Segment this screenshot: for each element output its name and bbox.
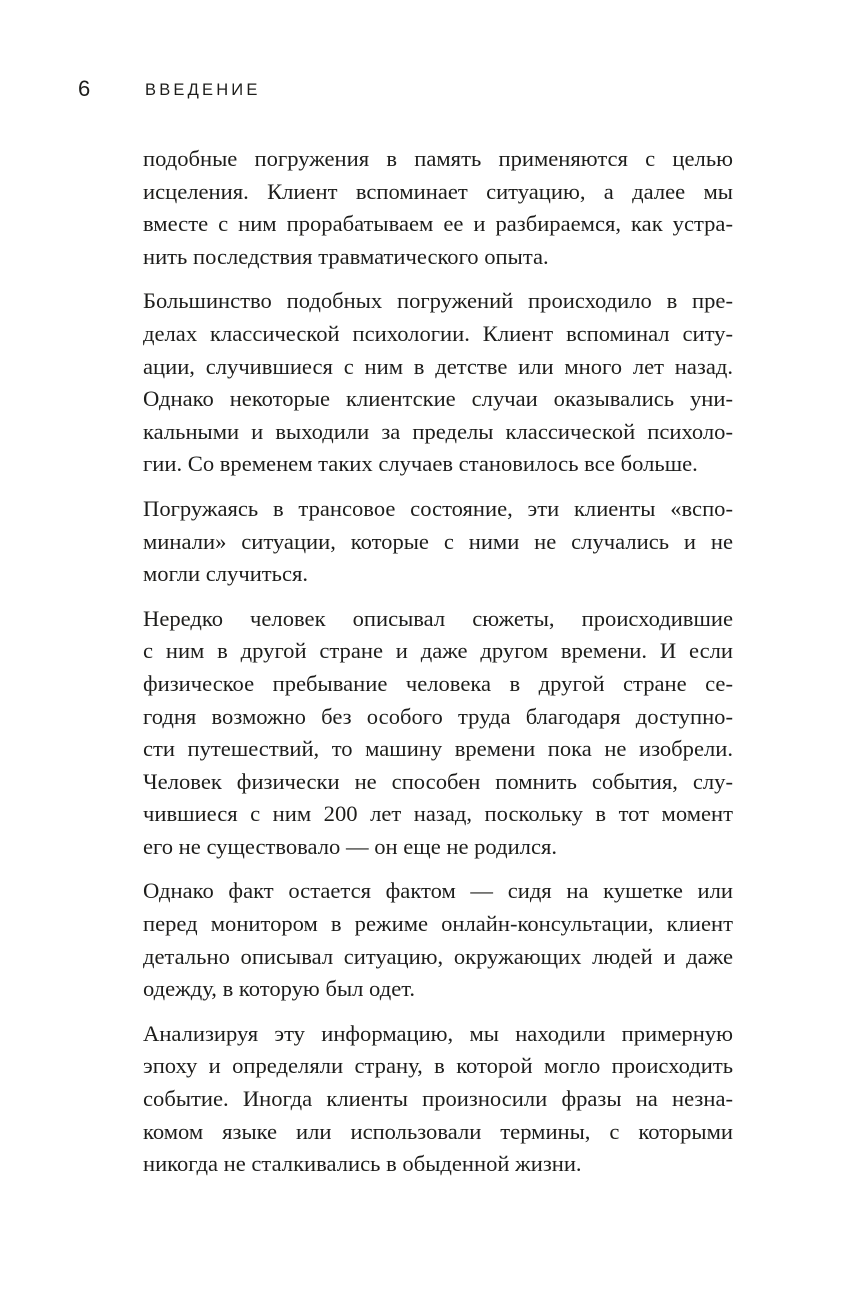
text-line: эпоху и определяли страну, в которой могло происходить <box>143 1053 733 1079</box>
paragraph <box>143 143 733 273</box>
text-line: его не существовало — он еще не родился. <box>143 833 558 859</box>
text-line: могли случиться. <box>143 561 309 587</box>
text-line: никогда не сталкивались в обыденной жизни. <box>143 1151 582 1177</box>
paragraph <box>143 1018 733 1181</box>
text-line: Большинство подобных погружений происходило в пре- <box>143 288 733 314</box>
text-line: вместе с ним прорабатываем ее и разбираемся, как устра- <box>143 211 733 237</box>
text-line: Однако некоторые клиентские случаи оказывались уни- <box>143 386 733 412</box>
text-line: гии. Со временем таких случаев становилось все больше. <box>143 451 698 477</box>
paragraph <box>143 603 733 864</box>
text-line: годня возможно без особого труда благодаря доступно- <box>143 703 733 729</box>
section-title: ВВЕДЕНИЕ <box>145 81 261 99</box>
text-line: чившиеся с ним 200 лет назад, поскольку в тот момент <box>143 801 733 827</box>
body-text <box>143 143 733 1193</box>
text-line: Человек физически не способен помнить события, слу- <box>143 768 733 794</box>
text-line: детально описывал ситуацию, окружающих людей и даже <box>143 943 733 969</box>
paragraph <box>143 493 733 591</box>
text-line: перед монитором в режиме онлайн-консультации, клиент <box>143 911 733 937</box>
text-line: Нередко человек описывал сюжеты, происходившие <box>143 605 733 631</box>
text-line: Анализируя эту информацию, мы находили примерную <box>143 1020 733 1046</box>
text-line: Погружаясь в трансовое состояние, эти клиенты «вспо- <box>143 495 733 521</box>
text-line: подобные погружения в память применяются с целью <box>143 146 733 171</box>
text-line: исцеления. Клиент вспоминает ситуацию, а далее мы <box>143 178 733 204</box>
running-head <box>78 74 678 104</box>
page-number: 6 <box>78 76 91 101</box>
text-line: делах классической психологии. Клиент вспоминал ситу- <box>143 320 733 346</box>
text-line: одежду, в которую был одет. <box>143 976 416 1002</box>
text-line: Однако факт остается фактом — сидя на кушетке или <box>143 878 733 904</box>
text-line: кальными и выходили за пределы классической психоло- <box>143 418 733 444</box>
text-line: ации, случившиеся с ним в детстве или много лет назад. <box>143 353 733 379</box>
text-line: нить последствия травматического опыта. <box>143 243 549 269</box>
text-line: с ним в другой стране и даже другом времени. И если <box>143 638 733 664</box>
text-line: сти путешествий, то машину времени пока не изобрели. <box>143 736 733 762</box>
paragraph <box>143 285 733 481</box>
text-line: комом языке или использовали термины, с которыми <box>143 1118 733 1144</box>
text-line: физическое пребывание человека в другой стране се- <box>143 670 733 696</box>
text-line: событие. Иногда клиенты произносили фразы на незна- <box>143 1086 733 1112</box>
paragraph <box>143 875 733 1005</box>
text-line: минали» ситуации, которые с ними не случались и не <box>143 528 733 554</box>
